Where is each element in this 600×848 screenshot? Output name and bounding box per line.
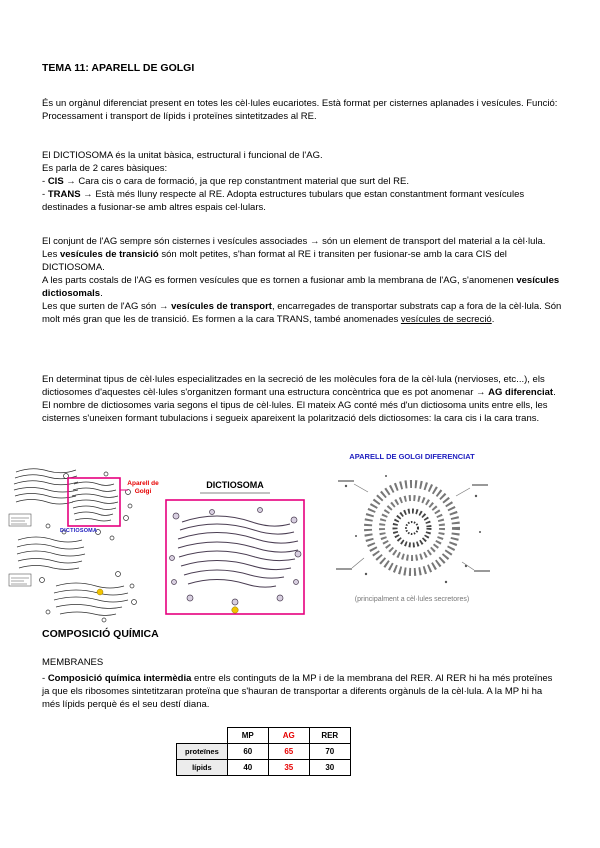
table-header-mp: MP	[227, 728, 268, 744]
table-header-row	[177, 728, 351, 744]
dictiosoma-sketch	[160, 498, 310, 622]
table-rowlabel-proteines: proteïnes	[177, 744, 228, 760]
figure-ag-diferenciat-caption: (principalment a cèl·lules secretores)	[354, 596, 470, 603]
table-cell-proteines-ag: 65	[268, 744, 309, 760]
figure-golgi-cell	[8, 462, 163, 624]
table-cell-lipids-rer: 30	[309, 760, 350, 776]
table-header-ag: AG	[268, 728, 309, 744]
paragraph-dictiosoma: El DICTIOSOMA és la unitat bàsica, estructural i funcional de l'AG. Es parla de 2 cares bàsiques: - CIS → Cara cis o cara de formació, ja que rep constantment material que surt del RE. - TRANS → Està més lluny respecte al RE. Adopta estructures tubulars que estan constantment formant vesícules destinades a fusionar-se amb altres espais cel·lulars.	[42, 150, 525, 213]
composition-table	[176, 727, 351, 776]
figure-dictiosoma-subtext	[200, 492, 270, 494]
paragraph-diferenciat: En determinat tipus de cèl·lules especialitzades en la secreció de les molècules fora de la cèl·lula (nervioses, etc...), els dictiosomes d'aquestes cèl·lules s'organitzen formant una estructura concèntrica que es pot anomenar → AG diferenciat. El nombre de dictiosomes varia segons el tipus de cèl·lules. El mateix AG conté més d'un dictiosoma units entre ells, les cisternes s'uneixen formant tubulacions i segueix apareixent la polarització dels dictiosomes: la cara cis i la cara trans.	[42, 374, 556, 424]
figure-ag-diferenciat-title: APARELL DE GOLGI DIFERENCIAT	[349, 452, 475, 461]
paragraph-membranes: - Composició química intermèdia entre els continguts de la MP i de la membrana del RER. Al RER hi ha més proteïnes ja que els ribosomes sintetitzaran proteïna que s'hauran de transportar a diferents orgànuls de la cèl·lula. A la MP hi ha més lípids perquè és el seu destí diana.	[42, 673, 553, 710]
figure-dictiosoma-title: DICTIOSOMA	[206, 480, 264, 490]
table-cell-proteines-rer: 70	[309, 744, 350, 760]
subheading-membranes: MEMBRANES	[42, 657, 104, 668]
label-aparell-de-golgi: Aparell de Golgi	[127, 480, 159, 495]
table-cell-lipids-ag: 35	[268, 760, 309, 776]
figure-dictiosoma	[160, 480, 310, 625]
figure-ag-diferenciat	[326, 452, 498, 612]
table-corner-cell	[177, 728, 228, 744]
table-header-rer: RER	[309, 728, 350, 744]
table-rowlabel-lipids: lípids	[177, 760, 228, 776]
table-row-proteines	[177, 744, 351, 760]
ag-diferenciat-sketch	[326, 466, 498, 594]
table-cell-proteines-mp: 60	[227, 744, 268, 760]
section-heading-composicio-quimica: COMPOSICIÓ QUÍMICA	[42, 628, 159, 640]
label-dictiosoma-left: DICTIOSOMA	[60, 528, 98, 534]
paragraph-intro: És un orgànul diferenciat present en totes les cèl·lules eucariotes. Està format per cisternes aplanades i vesícules. Funció: Processament i transport de lípids i proteïnes sintetitzades al RE.	[42, 98, 558, 122]
table-row-lipids	[177, 760, 351, 776]
table-cell-lipids-mp: 40	[227, 760, 268, 776]
page-title: TEMA 11: APARELL DE GOLGI	[42, 62, 195, 74]
paragraph-vesicules: El conjunt de l'AG sempre són cisternes i vesícules associades → són un element de transport del material a la cèl·lula. Les vesícules de transició són molt petites, s'han format al RE i transiten per fusionar-se amb la cara CIS del DICTIOSOMA. A les parts costals de l'AG es formen vesícules que es tornen a fusionar amb la membrana de l'AG, s'anomenen vesícules dictiosomals. Les que surten de l'AG són → vesícules de transport, encarregades de transportar substrats cap a fora de la cèl·lula. Són molt més gran que les de transició. Es formen a la cara TRANS, també anomenades vesícules de secreció.	[42, 236, 562, 325]
